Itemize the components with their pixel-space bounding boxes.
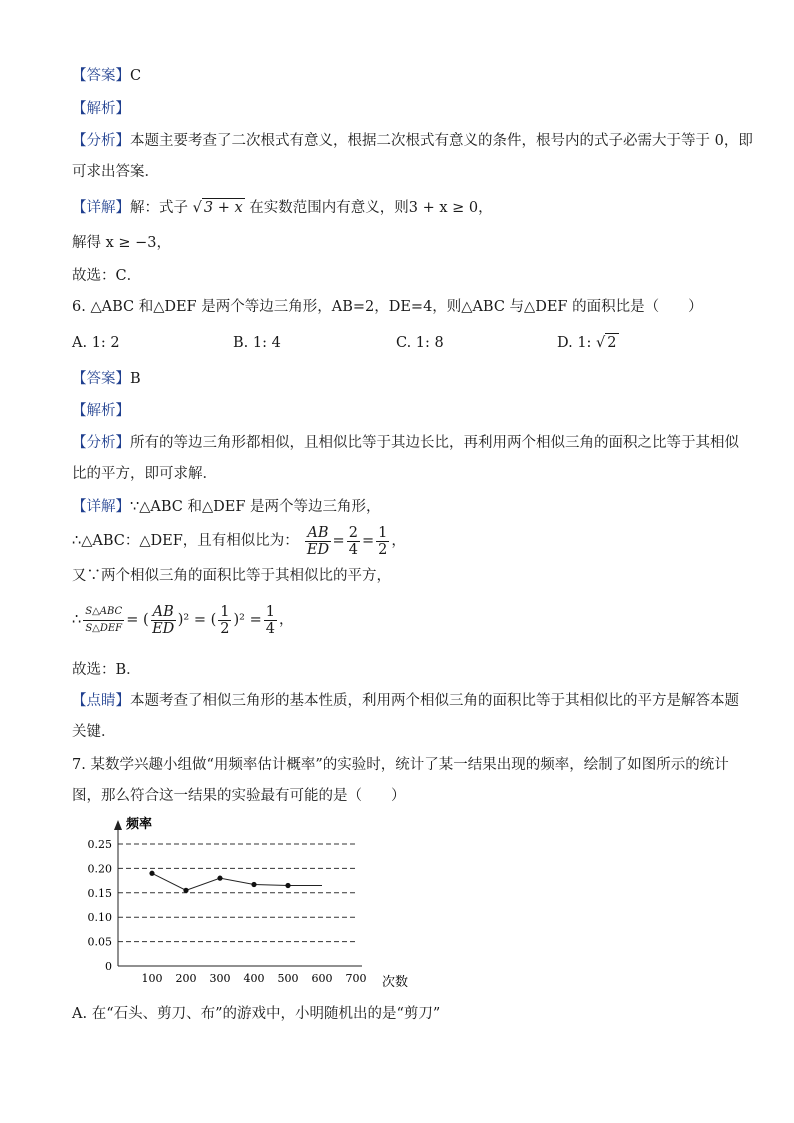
fenxi-tag: 【分析】: [72, 133, 130, 149]
answer-tag: 【答案】: [72, 371, 130, 387]
fenxi-text: 所有的等边三角形都相似，且相似比等于其边长比，再利用两个相似三角的面积之比等于其相似: [130, 435, 739, 451]
q5-solve: 解得 x ≥ −3，: [72, 235, 172, 251]
q5-fenxi-line1: [72, 131, 753, 151]
square-close: )² = (: [177, 612, 217, 628]
data-point: [183, 888, 188, 893]
q6-xiangjie-line3: 又∵两个相似三角的面积比等于其相似比的平方，: [72, 568, 391, 584]
xiangjie-text-a: 解：式子: [130, 200, 188, 216]
q6-fenxi-line1: [72, 433, 739, 453]
option-d-root: 2: [607, 335, 617, 351]
fraction-denominator: 2: [220, 620, 230, 637]
xiangjie-text: ∵△ABC 和△DEF 是两个等边三角形，: [130, 499, 381, 515]
y-axis-label: 频率: [126, 817, 153, 832]
fenxi-tag: 【分析】: [72, 435, 130, 451]
q5-xiangjie: [72, 198, 493, 218]
fraction-numerator: 2: [348, 524, 358, 541]
answer-value: B: [130, 371, 141, 387]
x-axis-label: 次数: [382, 975, 409, 990]
q6-dianjing-line1: [72, 691, 739, 711]
fenxi-text: 本题主要考查了二次根式有意义，根据二次根式有意义的条件，根号内的式子必需大于等于 0，即: [130, 133, 753, 149]
q6-xiangjie-line2: [72, 522, 406, 560]
fraction-denominator: 4: [348, 541, 358, 558]
fraction-numerator: AB: [152, 603, 174, 620]
data-point: [149, 871, 154, 876]
x-tick-label: 700: [345, 972, 367, 985]
answer-value: C: [130, 68, 142, 84]
q7-stem-line2: 图，那么符合这一结果的实验最有可能的是（ ）: [72, 788, 406, 804]
q5-fenxi-line2: 可求出答案．: [72, 164, 159, 180]
dianjing-text: 本题考查了相似三角形的基本性质，利用两个相似三角的面积比等于其相似比的平方是解答本题: [130, 693, 739, 709]
x-tick-label: 500: [277, 972, 299, 985]
comma: ，: [391, 533, 406, 549]
q6-analysis-tag: 【解析】: [72, 403, 130, 419]
q6-stem: 6. △ABC 和△DEF 是两个等边三角形，AB=2，DE=4，则△ABC 与△DEF 的面积比是（ ）: [72, 299, 703, 315]
y-tick-label: 0.05: [87, 935, 112, 949]
chart-series: [149, 871, 322, 893]
equals-sign: =: [332, 533, 345, 549]
fraction-numerator: S△ABC: [83, 604, 124, 621]
y-tick-label: 0.20: [87, 862, 112, 876]
x-tick-label: 600: [311, 972, 333, 985]
y-tick-label: 0.10: [87, 911, 112, 925]
fraction-numerator: 1: [220, 603, 230, 620]
x-tick-label: 300: [209, 972, 231, 985]
x-tick-label: 200: [175, 972, 197, 985]
comma: ，: [278, 612, 294, 628]
xiangjie-text-b: 在实数范围内有意义，则: [249, 200, 409, 216]
fraction-numerator: AB: [307, 524, 329, 541]
xiangjie-tag: 【详解】: [72, 200, 130, 216]
dianjing-tag: 【点睛】: [72, 693, 130, 709]
fraction-numerator: 1: [378, 524, 388, 541]
xiangjie-tag: 【详解】: [72, 499, 130, 515]
sqrt-expression: √ 3 + x: [192, 200, 243, 216]
data-point: [251, 882, 256, 887]
fraction-1-4: [264, 604, 277, 637]
x-tick-label: 400: [243, 972, 265, 985]
q6-fenxi-line2: 比的平方，即可求解．: [72, 466, 217, 482]
fraction-denominator: 4: [265, 620, 275, 637]
q5-analysis-tag: 【解析】: [72, 101, 130, 117]
condition: 3 + x ≥ 0，: [408, 200, 493, 216]
y-axis-arrow-icon: [114, 820, 122, 830]
eq-part: = (: [126, 612, 149, 628]
q5-choose: 故选：C．: [72, 268, 142, 284]
fraction-denominator: ED: [152, 620, 175, 637]
area-ratio-fraction: [83, 604, 124, 637]
q6-dianjing-line2: 关键．: [72, 724, 116, 740]
y-tick-label: 0.25: [87, 838, 112, 851]
y-tick-label: 0.15: [87, 886, 112, 900]
q6-option-c: C. 1: 8: [396, 335, 444, 351]
fraction-numerator: 1: [265, 603, 275, 620]
frequency-line-chart: [80, 812, 420, 992]
answer-tag: 【答案】: [72, 68, 130, 84]
q7-option-a: A. 在“石头、剪刀、布”的游戏中，小明随机出的是“剪刀”: [72, 1006, 441, 1022]
fraction-2-4: [347, 525, 360, 558]
fraction-denominator: 2: [378, 541, 388, 558]
fraction-denominator: ED: [306, 541, 330, 558]
q7-stem-line1: 7. 某数学兴趣小组做“用频率估计概率”的实验时，统计了某一结果出现的频率，绘制了如图所示的统计: [72, 757, 729, 773]
q6-answer: [72, 369, 141, 389]
equals-sign: =: [361, 533, 375, 549]
fraction-ab-ed-2: [151, 604, 176, 637]
radicand: 3 + x: [203, 200, 243, 216]
fraction-ab-ed: [305, 525, 330, 558]
q6-xiangjie-line1: [72, 497, 381, 517]
q6-option-a: A. 1: 2: [72, 335, 120, 351]
fraction-1-2: [376, 525, 389, 558]
fraction-1-2-b: [218, 604, 231, 637]
square-close-2: )² =: [233, 612, 262, 628]
q6-xiangjie-line4: [72, 600, 293, 640]
option-d-prefix: D. 1:: [557, 335, 592, 351]
similar-text: ∴△ABC：△DEF，且有相似比为：: [72, 533, 299, 549]
data-point: [217, 876, 222, 881]
therefore-sign: ∴: [72, 612, 82, 628]
fraction-denominator: S△DEF: [85, 622, 123, 634]
q6-option-b: B. 1: 4: [233, 335, 281, 351]
chart-tick-labels: [88, 838, 367, 985]
data-point: [285, 883, 290, 888]
q6-option-d: D. 1: √ 2: [557, 335, 617, 351]
x-tick-label: 100: [141, 972, 163, 985]
y-tick-label: 0: [105, 960, 112, 973]
q5-answer: [72, 66, 141, 86]
series-line: [152, 873, 322, 890]
q6-choose: 故选：B．: [72, 662, 141, 678]
chart-gridlines: [118, 844, 356, 942]
